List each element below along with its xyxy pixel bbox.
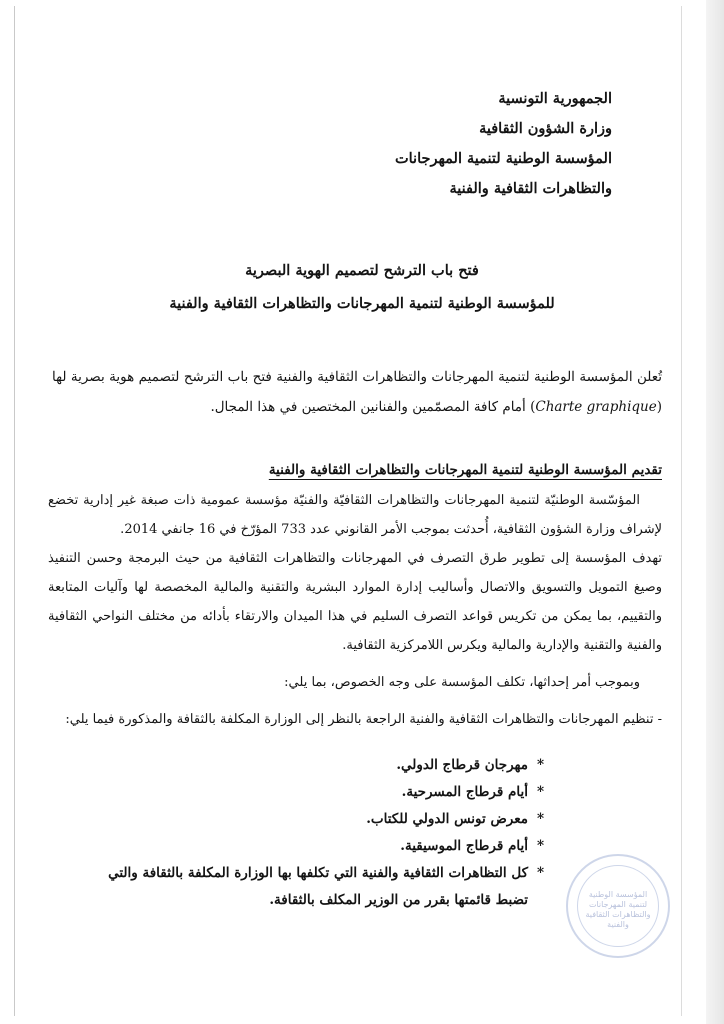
list-item-text: كل التظاهرات الثقافية والفنية التي تكلفها بها الوزارة المكلفة بالثقافة والتي تضبط قائمتها بقرر من الوزير المكلف بالثقافة. (108, 865, 528, 908)
list-item-text: أيام قرطاج الموسيقية. (400, 838, 528, 854)
paragraph-festivals-intro: - تنظيم المهرجانات والتظاهرات الثقافية والفنية الراجعة بالنظر إلى الوزارة المكلفة بالثقافة والمذكورة فيما يلي: (65, 712, 662, 727)
bullet-icon: * (536, 811, 544, 827)
section-body (48, 486, 662, 734)
title-line-1: فتح باب الترشح لتصميم الهوية البصرية (245, 262, 479, 279)
letterhead-institution-cont: والتظاهرات الثقافية والفنية (449, 180, 612, 197)
list-item-text: معرض تونس الدولي للكتاب. (366, 811, 528, 827)
paragraph-legal-status: المؤسّسة الوطنيّة لتنمية المهرجانات والتظاهرات الثقافيّة والفنيّة مؤسسة عمومية ذات صبغة غير إدارية تخضع لإشراف وزارة الشؤون الثقافية، أُحدثت بموجب الأمر القانوني عدد 733 المؤرّخ في 16 جانفي 2014. (48, 493, 662, 537)
bullet-icon: * (536, 838, 544, 854)
official-stamp (566, 854, 670, 958)
document-title (40, 254, 684, 320)
paragraph-missions-intro: وبموجب أمر إحداثها، تكلف المؤسسة على وجه الخصوص، بما يلي: (284, 675, 640, 690)
list-item (90, 833, 544, 860)
letterhead-republic: الجمهورية التونسية (498, 90, 612, 107)
page-edge (706, 0, 724, 1024)
intro-text-after: ) أمام كافة المصمّمين والفنانين المختصين في هذا المجال. (210, 399, 536, 415)
letterhead-institution: المؤسسة الوطنية لتنمية المهرجانات (394, 150, 612, 167)
section-heading: تقديم المؤسسة الوطنية لتنمية المهرجانات والتظاهرات الثقافية والفنية (268, 462, 662, 478)
intro-paragraph (52, 362, 662, 422)
list-item (90, 779, 544, 806)
bullet-icon: * (536, 865, 544, 881)
list-item (90, 860, 544, 914)
title-line-2: للمؤسسة الوطنية لتنمية المهرجانات والتظاهرات الثقافية والفنية (169, 295, 555, 312)
intro-text-before: تُعلن المؤسسة الوطنية لتنمية المهرجانات والتظاهرات الثقافية والفنية فتح باب الترشح لتصميم هوية بصرية لها ( (52, 369, 662, 415)
list-item-text: أيام قرطاج المسرحية. (401, 784, 528, 800)
festival-list (90, 752, 544, 914)
letterhead-ministry: وزارة الشؤون الثقافية (479, 120, 612, 137)
list-item (90, 752, 544, 779)
list-item-text: مهرجان قرطاج الدولي. (396, 757, 528, 773)
bullet-icon: * (536, 757, 544, 773)
paragraph-objectives: تهدف المؤسسة إلى تطوير طرق التصرف في المهرجانات والتظاهرات الثقافية من حيث البرمجة وحسن التنفيذ وصيغ التمويل والتسويق والاتصال وأساليب إدارة الموارد البشرية والتقنية والمالية المخصصة لها وآليات المتابعة والتقييم، بما يمكن من تكريس قواعد التصرف السليم في هذا الميدان والارتقاء بأدائه من مختلف النواحي الثقافية والفنية والتقنية والإدارية والمالية ويكرس اللامركزية الثقافية. (48, 551, 662, 653)
stamp-text: المؤسسة الوطنية لتنمية المهرجانات والتظاهرات الثقافية والفنية (585, 890, 651, 929)
intro-latin-term: Charte graphique (535, 399, 657, 415)
list-item (90, 806, 544, 833)
letterhead (395, 84, 612, 204)
bullet-icon: * (536, 784, 544, 800)
